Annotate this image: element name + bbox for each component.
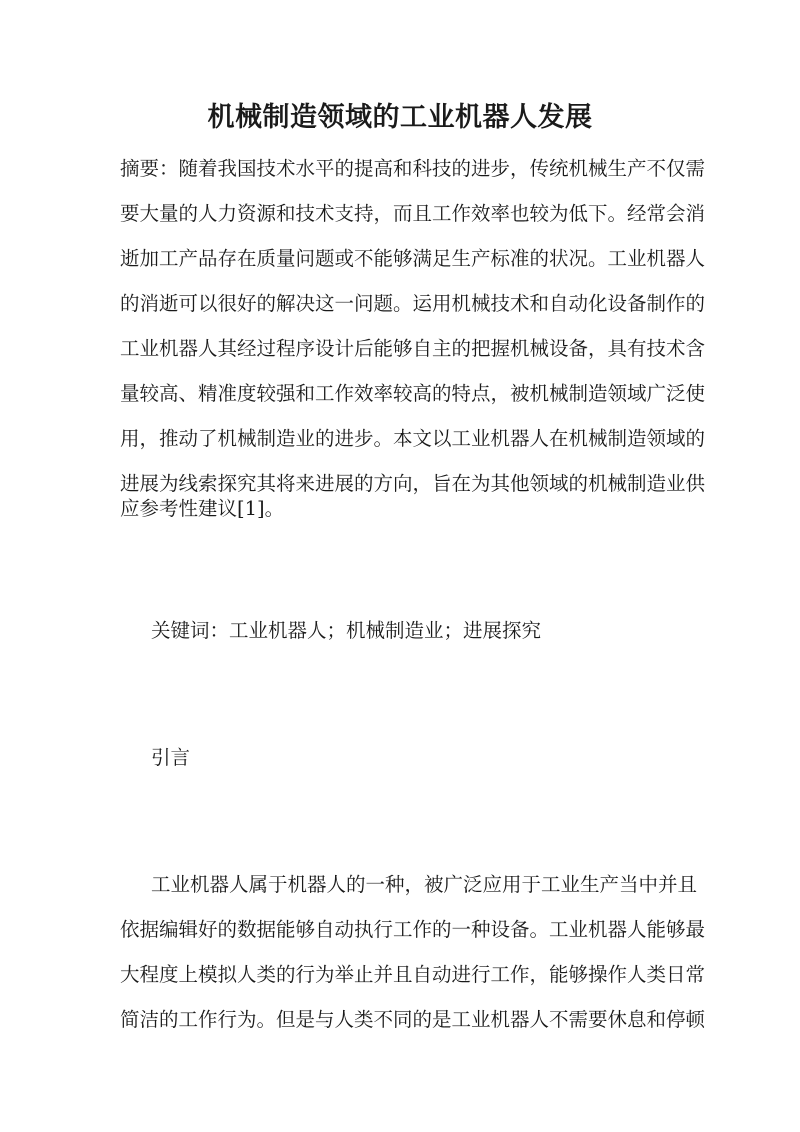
- document-title: 机械制造领域的工业机器人发展: [207, 102, 593, 133]
- intro-heading: 引言: [151, 746, 191, 769]
- abstract-line-2: 要大量的人力资源和技术支持，而且工作效率也较为低下。经常会消: [120, 202, 706, 225]
- abstract-line-7: 用，推动了机械制造业的进步。本文以工业机器人在机械制造领域的: [120, 427, 706, 450]
- intro-line-1: 工业机器人属于机器人的一种，被广泛应用于工业生产当中并且: [151, 873, 698, 896]
- abstract-line-9: 应参考性建议[1]。: [120, 497, 285, 520]
- keywords-line: 关键词：工业机器人；机械制造业；进展探究: [151, 619, 542, 642]
- abstract-line-6: 量较高、精准度较强和工作效率较高的特点，被机械制造领域广泛使: [120, 382, 706, 405]
- abstract-line-4: 的消逝可以很好的解决这一问题。运用机械技术和自动化设备制作的: [120, 292, 706, 315]
- intro-line-2: 依据编辑好的数据能够自动执行工作的一种设备。工业机器人能够最: [120, 918, 706, 941]
- intro-line-4: 简洁的工作行为。但是与人类不同的是工业机器人不需要休息和停顿: [120, 1008, 706, 1031]
- abstract-line-8: 进展为线索探究其将来进展的方向，旨在为其他领域的机械制造业供: [120, 472, 706, 495]
- abstract-line-5: 工业机器人其经过程序设计后能够自主的把握机械设备，具有技术含: [120, 337, 706, 360]
- abstract-line-3: 逝加工产品存在质量问题或不能够满足生产标准的状况。工业机器人: [120, 247, 706, 270]
- abstract-line-1: 摘要：随着我国技术水平的提高和科技的进步，传统机械生产不仅需: [120, 157, 706, 180]
- intro-line-3: 大程度上模拟人类的行为举止并且自动进行工作，能够操作人类日常: [120, 963, 706, 986]
